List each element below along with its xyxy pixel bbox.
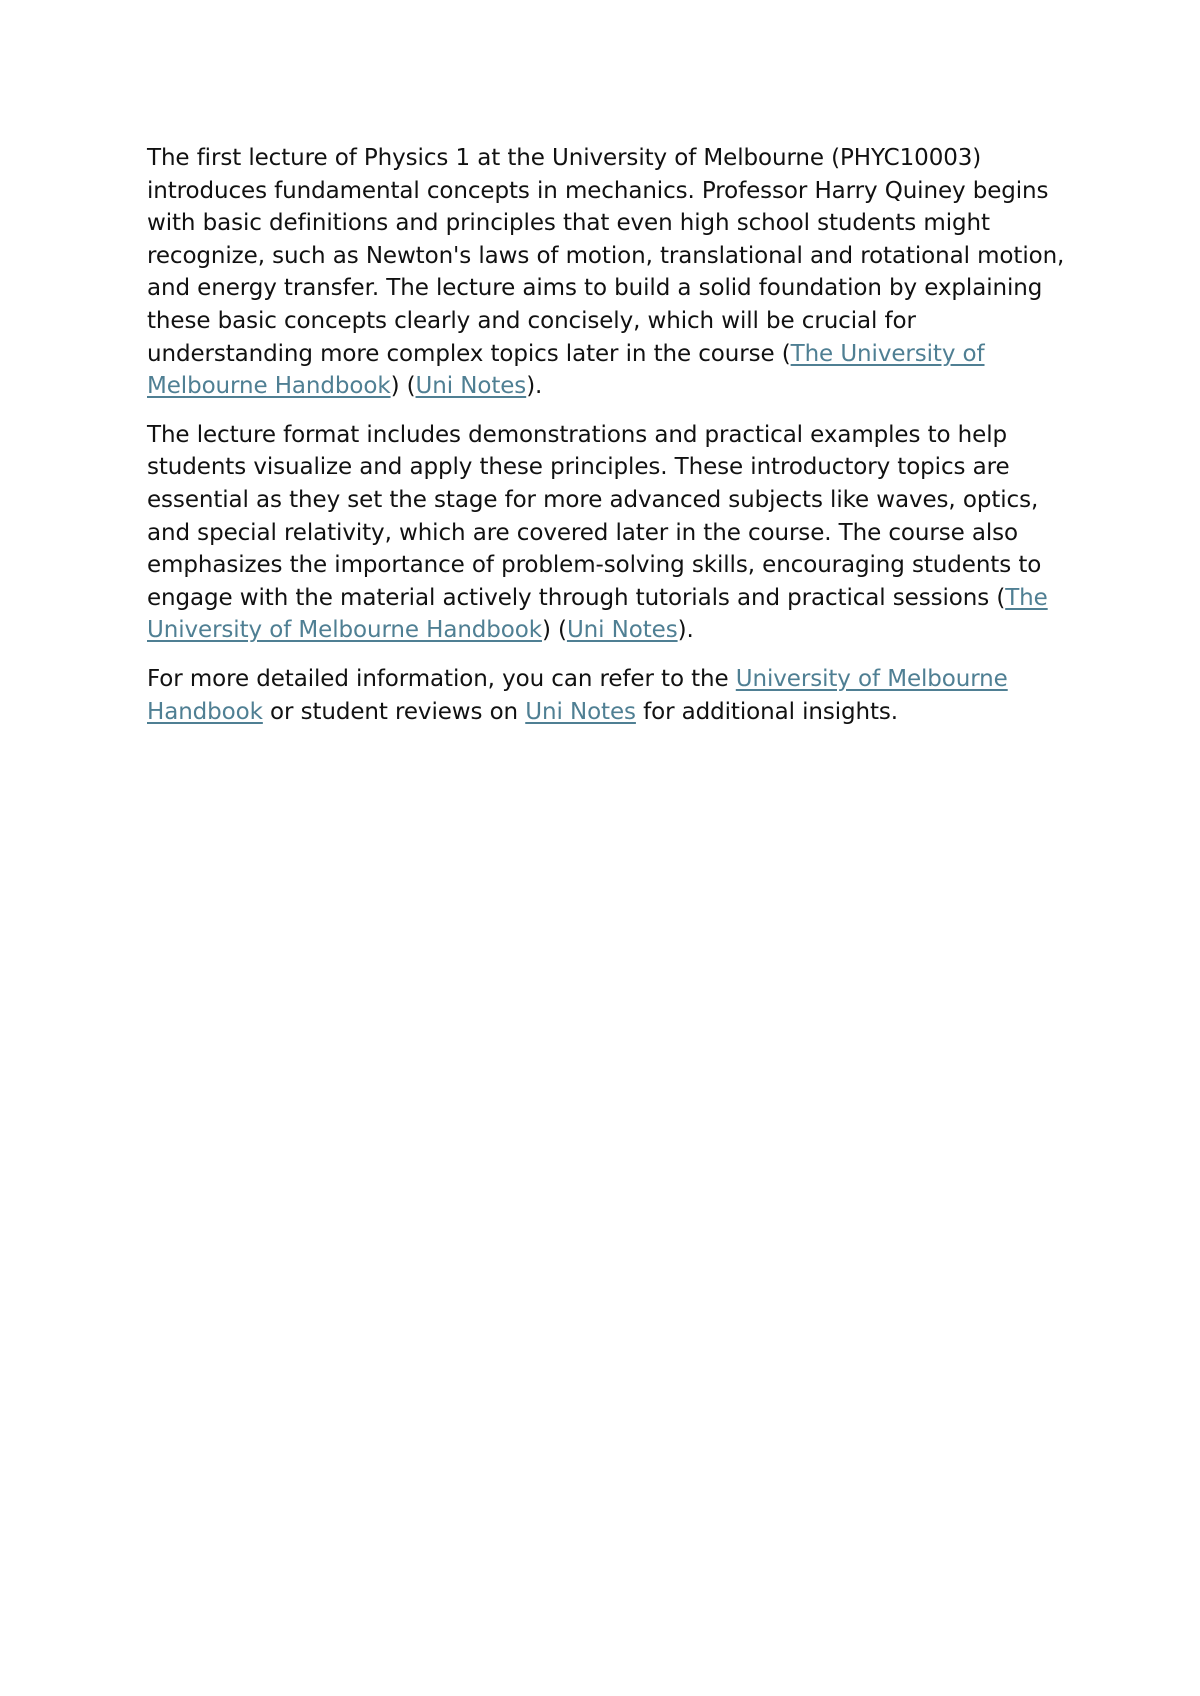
paragraph-text: for additional insights. xyxy=(635,698,899,725)
paragraph-text: The lecture format includes demonstrations and practical examples to help students visualize and apply these principles. These introductory topics are essential as they set the stage for more advanced subjects like waves, optics, and special relativity, which are covered later in the course. The course also emphasizes the importance of problem-solving skills, encouraging students to engage with the material actively through tutorials and practical sessions ( xyxy=(147,421,1042,611)
paragraph-text: ) ( xyxy=(541,617,567,644)
link-uni-notes[interactable]: Uni Notes xyxy=(525,698,636,725)
paragraph-text: ). xyxy=(526,373,543,400)
paragraph-1 xyxy=(147,142,1073,403)
link-uni-notes[interactable]: Uni Notes xyxy=(415,373,527,400)
paragraph-3 xyxy=(147,663,1073,728)
document-body xyxy=(147,142,1073,744)
link-university-handbook[interactable]: The University of Melbourne Handbook xyxy=(147,584,1048,644)
paragraph-text: or student reviews on xyxy=(262,698,526,725)
link-uni-notes[interactable]: Uni Notes xyxy=(566,617,678,644)
paragraph-text: The first lecture of Physics 1 at the University of Melbourne (PHYC10003) introduces fundamental concepts in mechanics. Professor Harry Quiney begins with basic definitions and principles that even high school students might recognize, such as Newton's laws of motion, translational and rotational motion, and energy transfer. The lecture aims to build a solid foundation by explaining these basic concepts clearly and concisely, which will be crucial for understanding more complex topics later in the course ( xyxy=(147,145,1065,367)
paragraph-text: ). xyxy=(677,617,694,644)
paragraph-2 xyxy=(147,419,1073,647)
link-university-handbook[interactable]: The University of Melbourne Handbook xyxy=(147,340,985,400)
paragraph-text: For more detailed information, you can refer to the xyxy=(147,665,736,692)
paragraph-text: ) ( xyxy=(390,373,416,400)
link-university-handbook[interactable]: University of Melbourne Handbook xyxy=(147,665,1008,725)
